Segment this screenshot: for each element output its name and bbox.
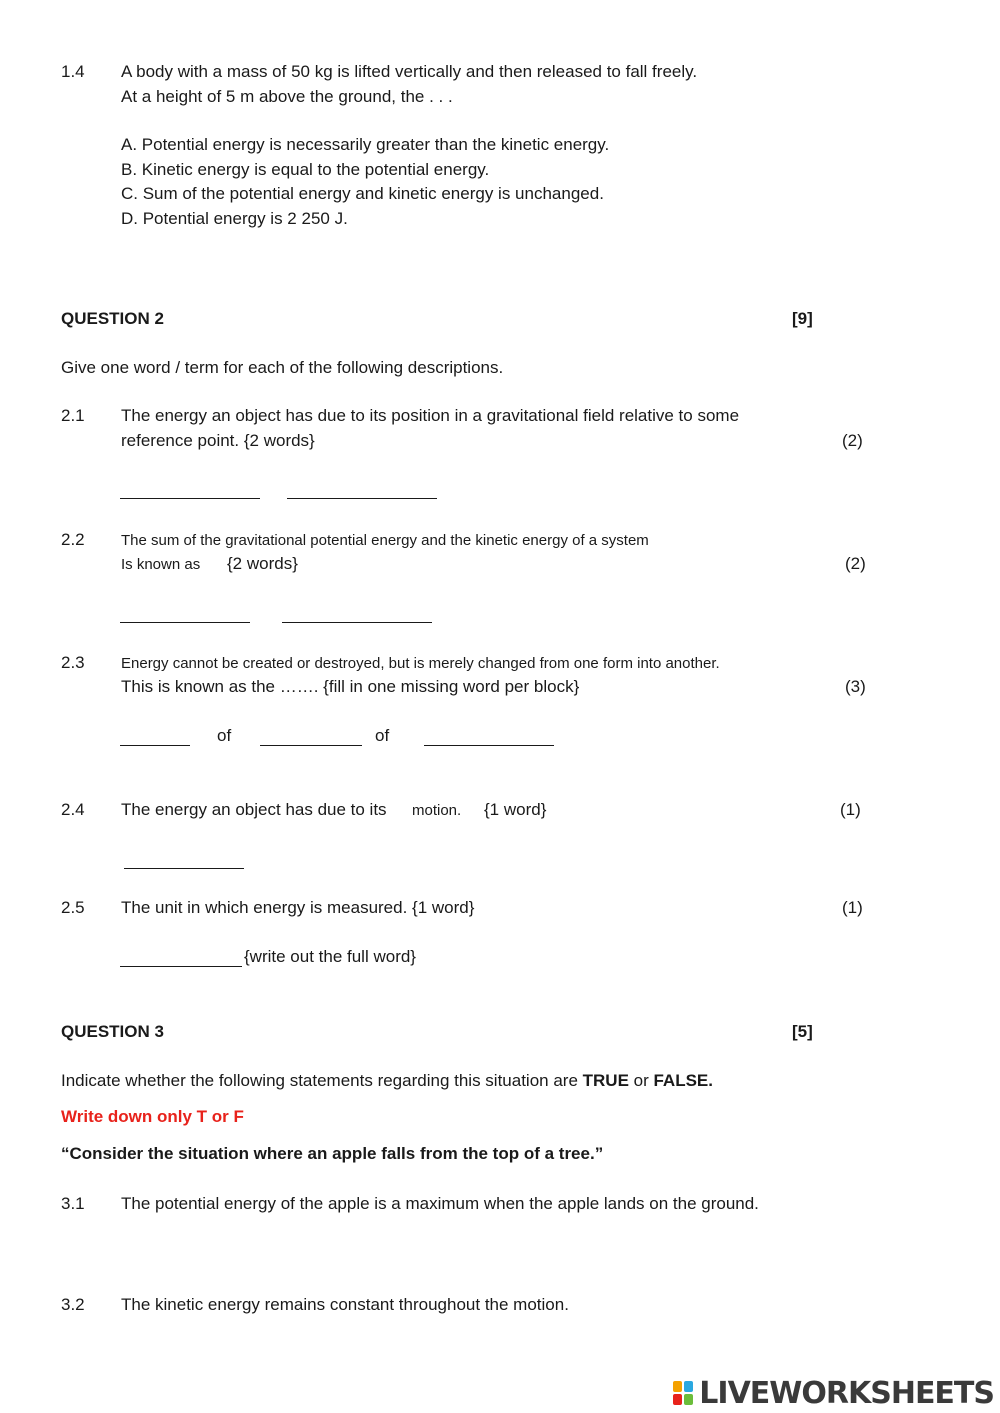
q2-5-number: 2.5 <box>61 898 85 917</box>
q2-1-answer-blank-1[interactable] <box>120 498 260 499</box>
q2-4-marks: (1) <box>840 800 861 819</box>
q2-5-hint: {write out the full word} <box>244 947 416 966</box>
q2-2-text-line1: The sum of the gravitational potential energy and the kinetic energy of a system <box>121 532 649 549</box>
q2-3-text-line2: This is known as the ……. {fill in one missing word per block} <box>121 677 580 696</box>
q2-2-answer-blank-2[interactable] <box>282 622 432 623</box>
q2-1-text-line1: The energy an object has due to its position in a gravitational field relative to some <box>121 406 740 425</box>
q1-4-number: 1.4 <box>61 62 85 81</box>
q2-4-text-c: {1 word} <box>484 800 547 819</box>
q3-scenario: “Consider the situation where an apple falls from the top of a tree.” <box>61 1144 604 1163</box>
q3-red-note: Write down only T or F <box>61 1107 244 1126</box>
liveworksheets-logo-icon <box>673 1381 695 1407</box>
q3-2-number: 3.2 <box>61 1295 85 1314</box>
q1-4-stem-line2: At a height of 5 m above the ground, the . . . <box>121 87 453 106</box>
q2-2-text-line2b: {2 words} <box>227 554 298 573</box>
q2-4-text-a: The energy an object has due to its <box>121 800 387 819</box>
q2-4-number: 2.4 <box>61 800 85 819</box>
q3-instruction <box>61 1071 713 1091</box>
q2-5-answer-blank[interactable] <box>120 966 242 967</box>
liveworksheets-logo <box>673 1376 994 1411</box>
q3-2-text: The kinetic energy remains constant throughout the motion. <box>121 1295 569 1314</box>
q2-5-text: The unit in which energy is measured. {1 word} <box>121 898 475 917</box>
q2-3-number: 2.3 <box>61 653 85 672</box>
liveworksheets-logo-text: LIVEWORKSHEETS <box>699 1376 994 1411</box>
q2-2-text-line2a: Is known as <box>121 556 201 573</box>
q2-2-number: 2.2 <box>61 530 85 549</box>
q3-heading: QUESTION 3 <box>61 1022 164 1041</box>
q2-2-marks: (2) <box>845 554 866 573</box>
q2-5-marks: (1) <box>842 898 863 917</box>
q3-1-text: The potential energy of the apple is a maximum when the apple lands on the ground. <box>121 1194 759 1213</box>
q2-instruction: Give one word / term for each of the following descriptions. <box>61 358 504 377</box>
q2-1-number: 2.1 <box>61 406 85 425</box>
q1-4-option-b: B. Kinetic energy is equal to the potential energy. <box>121 160 490 179</box>
q2-marks: [9] <box>792 309 813 328</box>
q3-instruction-false: FALSE. <box>653 1071 713 1090</box>
q1-4-option-a: A. Potential energy is necessarily greater than the kinetic energy. <box>121 135 610 154</box>
q3-instruction-text: Indicate whether the following statements regarding this situation are <box>61 1071 583 1090</box>
q2-1-marks: (2) <box>842 431 863 450</box>
q3-instruction-true: TRUE <box>582 1071 629 1090</box>
q2-heading: QUESTION 2 <box>61 309 164 328</box>
q3-marks: [5] <box>792 1022 813 1041</box>
q2-3-text-line1: Energy cannot be created or destroyed, but is merely changed from one form into another. <box>121 655 720 672</box>
q3-1-number: 3.1 <box>61 1194 85 1213</box>
q2-3-of-1: of <box>217 726 232 745</box>
q1-4-option-d: D. Potential energy is 2 250 J. <box>121 209 348 228</box>
q1-4-option-c: C. Sum of the potential energy and kinetic energy is unchanged. <box>121 184 604 203</box>
q2-1-answer-blank-2[interactable] <box>287 498 437 499</box>
q2-3-answer-blank-3[interactable] <box>424 745 554 746</box>
q2-2-answer-blank-1[interactable] <box>120 622 250 623</box>
q2-3-answer-blank-2[interactable] <box>260 745 362 746</box>
q2-4-answer-blank[interactable] <box>124 868 244 869</box>
q3-instruction-or: or <box>628 1071 654 1090</box>
q2-3-answer-blank-1[interactable] <box>120 745 190 746</box>
q2-3-of-2: of <box>375 726 390 745</box>
q1-4-stem-line1: A body with a mass of 50 kg is lifted vertically and then released to fall freely. <box>121 62 698 81</box>
q2-3-marks: (3) <box>845 677 866 696</box>
q2-4-text-b: motion. <box>412 802 462 819</box>
q2-1-text-line2: reference point. {2 words} <box>121 431 315 450</box>
